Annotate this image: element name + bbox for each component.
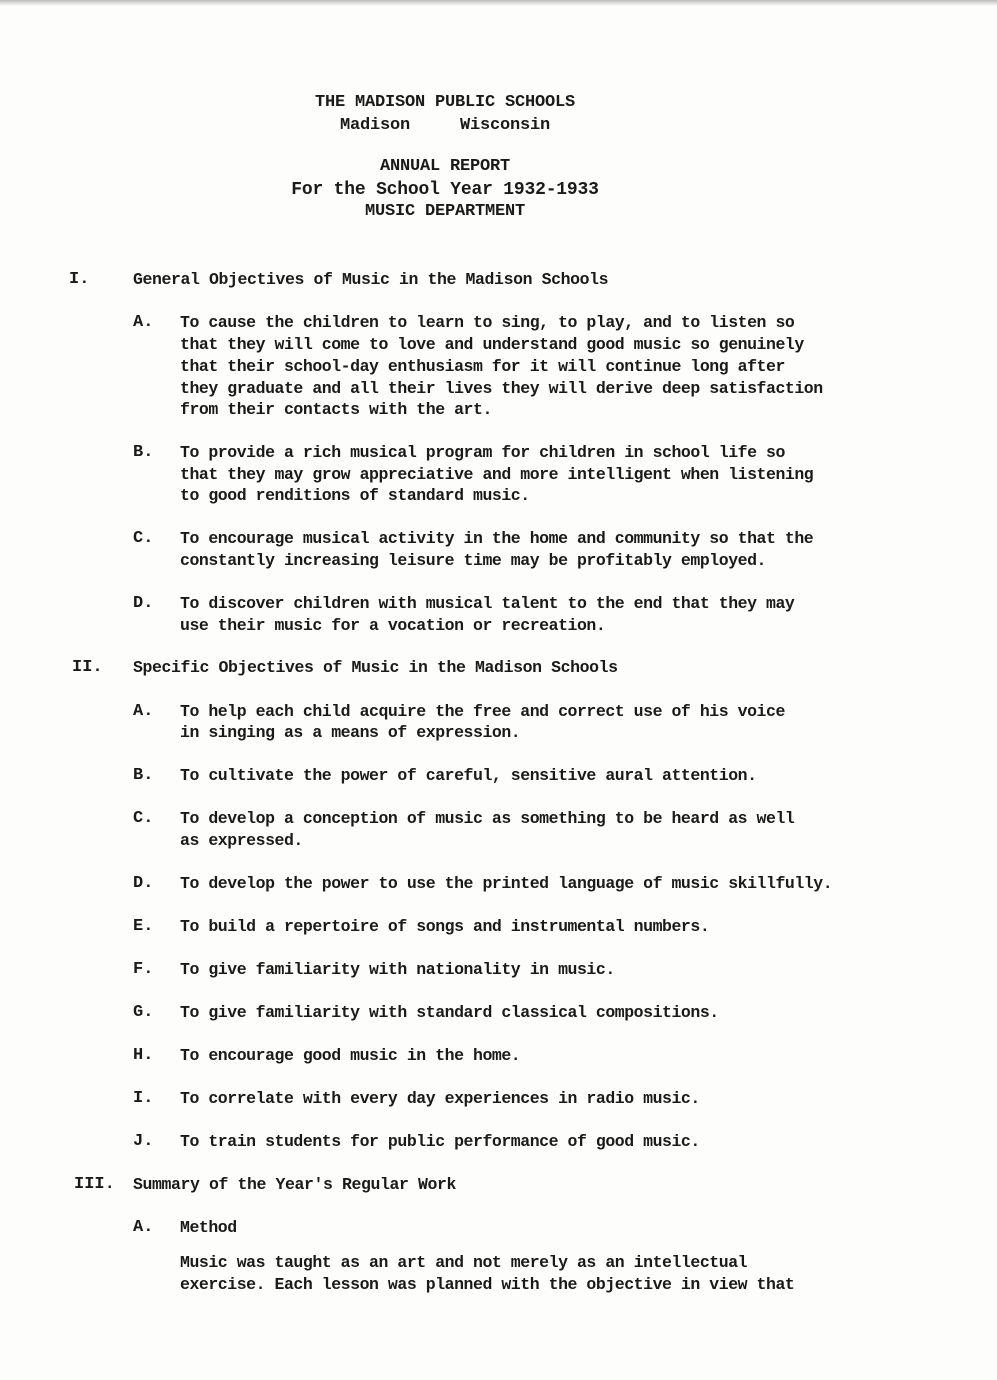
- item-letter: B.: [133, 766, 154, 785]
- item-text-line: they graduate and all their lives they will derive deep satisfaction: [180, 379, 823, 398]
- item-text-line: constantly increasing leisure time may be profitably employed.: [180, 551, 767, 570]
- item-text-line: To help each child acquire the free and correct use of his voice: [180, 702, 785, 721]
- section-numeral: II.: [72, 658, 103, 677]
- school-name: THE MADISON PUBLIC SCHOOLS: [314, 93, 576, 112]
- item-text-line: that their school-day enthusiasm for it will continue long after: [180, 357, 785, 376]
- item-text-line: To train students for public performance of good music.: [180, 1132, 700, 1151]
- item-text-line: To cause the children to learn to sing, to play, and to listen so: [180, 313, 795, 332]
- item-text-line: as expressed.: [180, 831, 303, 850]
- section-numeral: I.: [69, 270, 90, 289]
- school-location: Madison Wisconsin: [339, 116, 551, 135]
- item-text-line: in singing as a means of expression.: [180, 723, 521, 742]
- item-text-line: exercise. Each lesson was planned with the objective in view that: [180, 1275, 795, 1294]
- item-letter: F.: [133, 960, 154, 979]
- item-letter: D.: [133, 594, 154, 613]
- item-text-line: that they will come to love and understand good music so genuinely: [180, 335, 804, 354]
- item-letter: A.: [133, 1218, 154, 1237]
- item-text-line: from their contacts with the art.: [180, 400, 492, 419]
- item-letter: I.: [133, 1089, 154, 1108]
- department-name: MUSIC DEPARTMENT: [364, 202, 526, 221]
- item-text-line: To develop the power to use the printed language of music skillfully.: [180, 874, 833, 893]
- item-letter: A.: [133, 702, 154, 721]
- section-numeral: III.: [74, 1175, 115, 1194]
- subsection-heading: Method: [180, 1218, 237, 1237]
- item-text-line: to good renditions of standard music.: [180, 486, 530, 505]
- item-text-line: use their music for a vocation or recreation.: [180, 616, 606, 635]
- item-text-line: To discover children with musical talent to the end that they may: [180, 594, 795, 613]
- item-letter: E.: [133, 917, 154, 936]
- item-text-line: To build a repertoire of songs and instrumental numbers.: [180, 917, 710, 936]
- section-title: Specific Objectives of Music in the Madison Schools: [133, 658, 618, 677]
- item-letter: H.: [133, 1046, 154, 1065]
- item-text-line: that they may grow appreciative and more intelligent when listening: [180, 465, 814, 484]
- report-title: ANNUAL REPORT: [379, 157, 511, 176]
- item-text-line: Music was taught as an art and not merely as an intellectual: [180, 1253, 748, 1272]
- item-letter: D.: [133, 874, 154, 893]
- item-text-line: To provide a rich musical program for children in school life so: [180, 443, 785, 462]
- item-letter: C.: [133, 529, 154, 548]
- section-title: Summary of the Year's Regular Work: [133, 1175, 457, 1194]
- section-title: General Objectives of Music in the Madison Schools: [133, 270, 609, 289]
- item-letter: G.: [133, 1003, 154, 1022]
- item-text-line: To give familiarity with standard classical compositions.: [180, 1003, 719, 1022]
- item-text-line: To cultivate the power of careful, sensitive aural attention.: [180, 766, 757, 785]
- item-letter: J.: [133, 1132, 154, 1151]
- item-text-line: To encourage good music in the home.: [180, 1046, 521, 1065]
- item-letter: C.: [133, 809, 154, 828]
- school-year: For the School Year 1932-1933: [291, 180, 599, 200]
- scan-top-edge: [0, 0, 997, 6]
- item-text-line: To encourage musical activity in the home and community so that the: [180, 529, 814, 548]
- item-letter: A.: [133, 313, 154, 332]
- item-letter: B.: [133, 443, 154, 462]
- item-text-line: To develop a conception of music as something to be heard as well: [180, 809, 795, 828]
- item-text-line: To give familiarity with nationality in music.: [180, 960, 615, 979]
- item-text-line: To correlate with every day experiences in radio music.: [180, 1089, 700, 1108]
